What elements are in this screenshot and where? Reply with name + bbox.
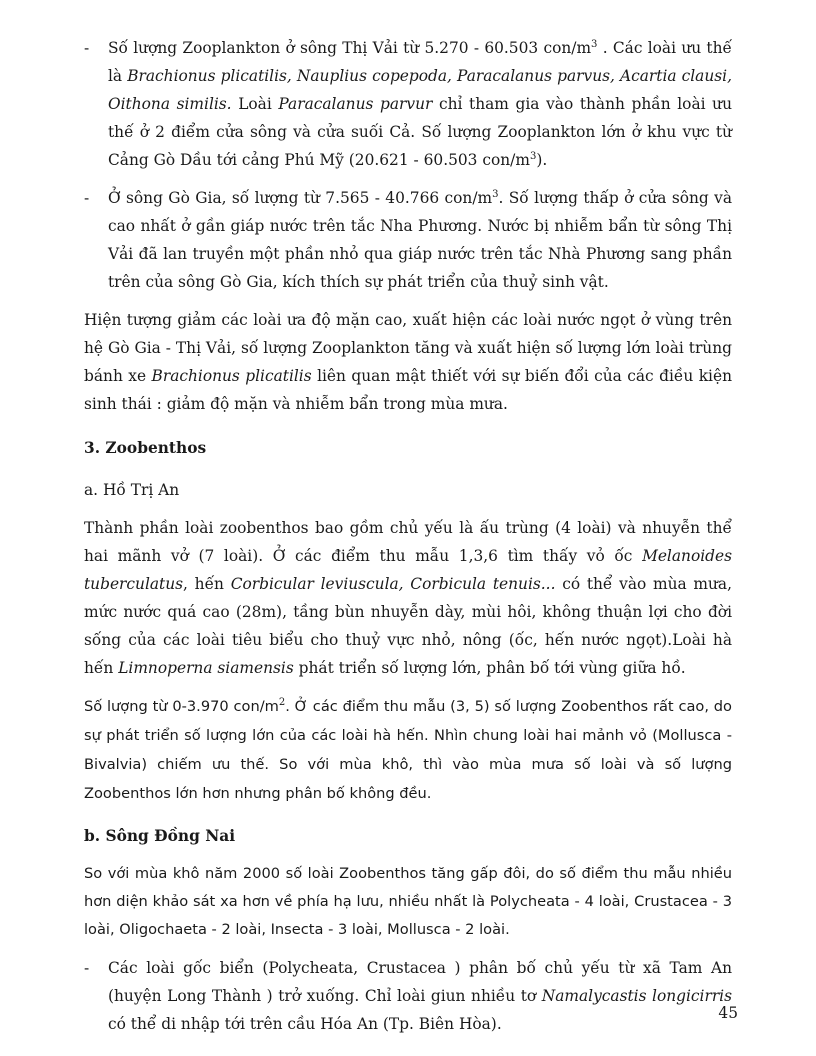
text: có thể di nhập tới trên cầu Hóa An (Tp. Biên Hòa). <box>108 1015 502 1033</box>
bullet-dash: - <box>84 959 90 977</box>
paragraph-density <box>84 692 732 808</box>
bullet-dash: - <box>84 189 90 207</box>
species-name: Melanoides tuberculatus <box>84 547 732 593</box>
paragraph-dong-nai: So với mùa khô năm 2000 số loài Zoobenthos tăng gấp đôi, do số điểm thu mẫu nhiều hơn diện khảo sát xa hơn về phía hạ lưu, nhiều nhất là Polycheata - 4 loài, Crustacea - 3 loài, Oligochaeta - 2 loài, Insecta - 3 loài, Mollusca - 2 loài. <box>84 865 732 938</box>
species-name: Paracalanus parvur <box>278 95 433 113</box>
species-name: Limnoperna siamensis <box>118 659 294 677</box>
superscript: 3 <box>591 38 598 50</box>
text: Các loài gốc biển (Polycheata, Crustacea ) phân bố chủ yếu từ xã Tam An (huyện Long Thành ) trở xuống. Chỉ loài giun nhiều tơ <box>108 959 732 1005</box>
text: . Số lượng thấp ở cửa sông và cao nhất ở gần giáp nước trên tắc Nha Phương. Nước bị nhiễm bẩn từ sông Thị Vải đã lan truyền một phần nhỏ qua giáp nước trên tắc Nhà Phương sang phần trên của sông Gò Gia, kích thích sự phát triển của thuỷ sinh vật. <box>108 189 732 291</box>
text: Hiện tượng giảm các loài ưa độ mặn cao, xuất hiện các loài nước ngọt ở vùng trên hệ Gò Gia - Thị Vải, số lượng Zooplankton tăng và xuất hiện số lượng lớn loài trùng bánh xe <box>84 311 732 385</box>
bullet-zooplankton-thi-vai <box>84 34 732 174</box>
text: liên quan mật thiết với sự biến đổi của các điều kiện sinh thái : giảm độ mặn và nhiễm bẩn trong mùa mưa. <box>84 367 732 413</box>
text: phát triển số lượng lớn, phân bố tới vùng giữa hồ. <box>293 659 686 677</box>
text: Ở sông Gò Gia, số lượng từ 7.565 - 40.766 con/m <box>108 189 493 207</box>
subsection-heading-a: a. Hồ Trị An <box>84 481 180 499</box>
text: ). <box>536 151 548 169</box>
species-names: Corbicular leviuscula, Corbicula tenuis... <box>230 575 556 593</box>
bullet-dash: - <box>84 39 90 57</box>
text: . Ở các điểm thu mẫu (3, 5) số lượng Zoobenthos rất cao, do sự phát triển số lượng lớn của các loài hà hến. Nhìn chung loài hai mảnh vỏ (Mollusca - Bivalvia) chiếm ưu thế. So với mùa khô, thì vào mùa mưa số loài và số lượng Zoobenthos lớn hơn nhưng phân bố không đều. <box>84 698 732 802</box>
superscript: 3 <box>529 150 537 162</box>
document-body <box>84 34 732 1038</box>
superscript: 3 <box>492 188 499 200</box>
text: Số lượng Zooplankton ở sông Thị Vải từ 5.270 - 60.503 con/m <box>108 39 592 57</box>
text: Thành phần loài zoobenthos bao gồm chủ yếu là ấu trùng (4 loài) và nhuyễn thể hai mãnh vở (7 loài). Ở các điểm thu mẫu 1,3,6 tìm thấy vỏ ốc <box>84 519 732 565</box>
paragraph-phenomenon <box>84 306 732 418</box>
paragraph-tri-an <box>84 514 732 682</box>
bullet-marine-species <box>84 954 732 1038</box>
species-names: Brachionus plicatilis, Nauplius copepoda, Paracalanus parvus, Acartia clausi, Oithona similis. <box>108 67 732 113</box>
superscript: 2 <box>278 696 286 708</box>
text: . Các loài ưu thế là <box>108 39 732 85</box>
page-number: 45 <box>718 1004 738 1022</box>
text: Loài <box>231 95 279 113</box>
text: chỉ tham gia vào thành phần loài ưu thế ở 2 điểm cửa sông và cửa suối Cả. Số lượng Zooplankton lớn ở khu vực từ Cảng Gò Dầu tới cảng Phú Mỹ (20.621 - 60.503 con/m <box>108 95 732 169</box>
text: , hến <box>183 575 231 593</box>
text: Số lượng từ 0-3.970 con/m <box>84 698 279 715</box>
species-name: Namalycastis longicirris <box>541 987 732 1005</box>
subsection-heading-b: b. Sông Đồng Nai <box>84 827 236 845</box>
bullet-go-gia <box>84 184 732 296</box>
species-name: Brachionus plicatilis <box>151 367 312 385</box>
text: có thể vào mùa mưa, mức nước quá cao (28m), tầng bùn nhuyễn dày, mùi hôi, không thuận lợi cho đời sống của các loài tiêu biểu cho thuỷ vực nhỏ, nông (ốc, hến nước ngọt).Loài hà hến <box>84 575 732 677</box>
section-heading: 3. Zoobenthos <box>84 439 207 457</box>
